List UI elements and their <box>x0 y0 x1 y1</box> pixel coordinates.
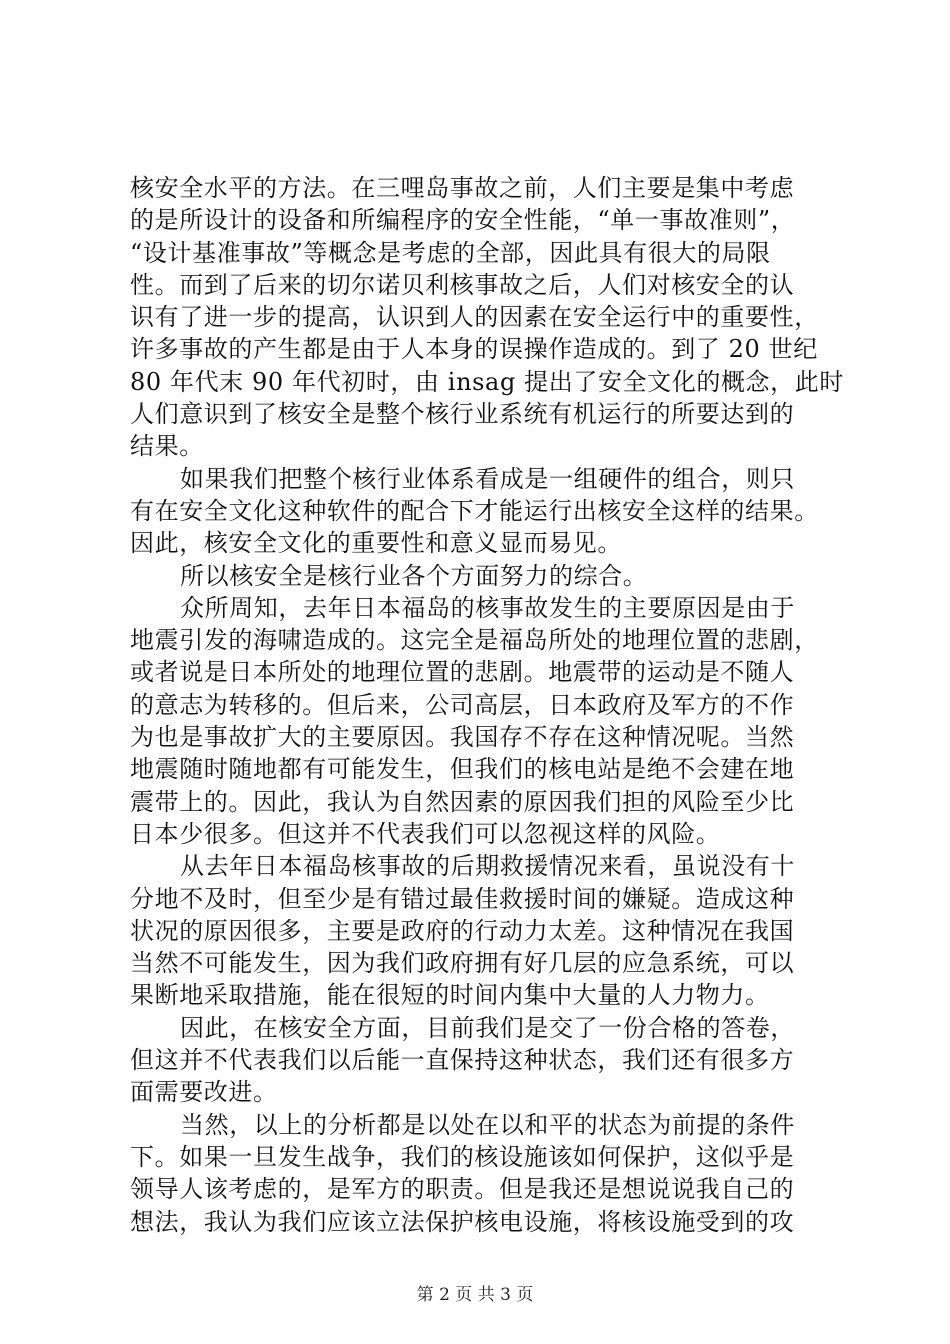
text-line: “设计基准事故”等概念是考虑的全部，因此具有很大的局限 <box>130 238 771 267</box>
text-line: 领导人该考虑的，是军方的职责。但是我还是想说说我自己的 <box>130 1175 795 1204</box>
paragraph-first-line: 众所周知，去年日本福岛的核事故发生的主要原因是由于 <box>180 593 795 622</box>
text-line: 结果。 <box>130 432 204 461</box>
paragraph-first-line: 所以核安全是核行业各个方面努力的综合。 <box>180 561 648 590</box>
text-line: 地震随时随地都有可能发生，但我们的核电站是绝不会建在地 <box>130 755 795 784</box>
paragraph-first-line: 从去年日本福岛核事故的后期救援情况来看，虽说没有十 <box>180 852 795 881</box>
text-line: 但这并不代表我们以后能一直保持这种状态，我们还有很多方 <box>130 1046 795 1075</box>
text-line: 识有了进一步的提高，认识到人的因素在安全运行中的重要性， <box>130 303 819 332</box>
text-line: 当然不可能发生，因为我们政府拥有好几层的应急系统，可以 <box>130 949 795 978</box>
text-line: 人们意识到了核安全是整个核行业系统有机运行的所要达到的 <box>130 400 795 429</box>
text-line: 分地不及时，但至少是有错过最佳救援时间的嫌疑。造成这种 <box>130 884 795 913</box>
page-footer: 第 2 页 共 3 页 <box>416 1285 534 1305</box>
text-line: 面需要改进。 <box>130 1078 278 1107</box>
paragraph-first-line: 如果我们把整个核行业体系看成是一组硬件的组合，则只 <box>180 464 795 493</box>
text-line: 地震引发的海啸造成的。这完全是福岛所处的地理位置的悲剧， <box>130 626 819 655</box>
text-line: 为也是事故扩大的主要原因。我国存不存在这种情况呢。当然 <box>130 723 795 752</box>
text-line: 或者说是日本所处的地理位置的悲剧。地震带的运动是不随人 <box>130 658 795 687</box>
document-body <box>130 172 844 1238</box>
paragraph-first-line: 因此，在核安全方面，目前我们是交了一份合格的答卷， <box>180 1013 795 1042</box>
text-line: 有在安全文化这种软件的配合下才能运行出核安全这样的结果。 <box>130 496 819 525</box>
text-line: 状况的原因很多，主要是政府的行动力太差。这种情况在我国 <box>130 916 795 945</box>
text-line: 震带上的。因此，我认为自然因素的原因我们担的风险至少比 <box>130 787 795 816</box>
text-line: 核安全水平的方法。在三哩岛事故之前，人们主要是集中考虑 <box>130 174 795 202</box>
text-line: 80 年代末 90 年代初时，由 insag 提出了安全文化的概念，此时 <box>130 367 844 396</box>
paragraph-first-line: 当然，以上的分析都是以处在以和平的状态为前提的条件 <box>180 1110 795 1139</box>
text-line: 下。如果一旦发生战争，我们的核设施该如何保护，这似乎是 <box>130 1142 795 1171</box>
text-line: 许多事故的产生都是由于人本身的误操作造成的。到了 20 世纪 <box>130 335 818 364</box>
text-line: 因此，核安全文化的重要性和意义显而易见。 <box>130 529 622 558</box>
text-line: 日本少很多。但这并不代表我们可以忽视这样的风险。 <box>130 819 721 848</box>
text-line: 性。而到了后来的切尔诺贝利核事故之后，人们对核安全的认 <box>130 270 795 299</box>
text-line: 的是所设计的设备和所编程序的安全性能，“单一事故准则”， <box>130 206 796 235</box>
text-line: 想法，我认为我们应该立法保护核电设施，将核设施受到的攻 <box>130 1207 795 1236</box>
text-line: 果断地采取措施，能在很短的时间内集中大量的人力物力。 <box>130 981 770 1010</box>
text-line: 的意志为转移的。但后来，公司高层，日本政府及军方的不作 <box>130 690 795 719</box>
